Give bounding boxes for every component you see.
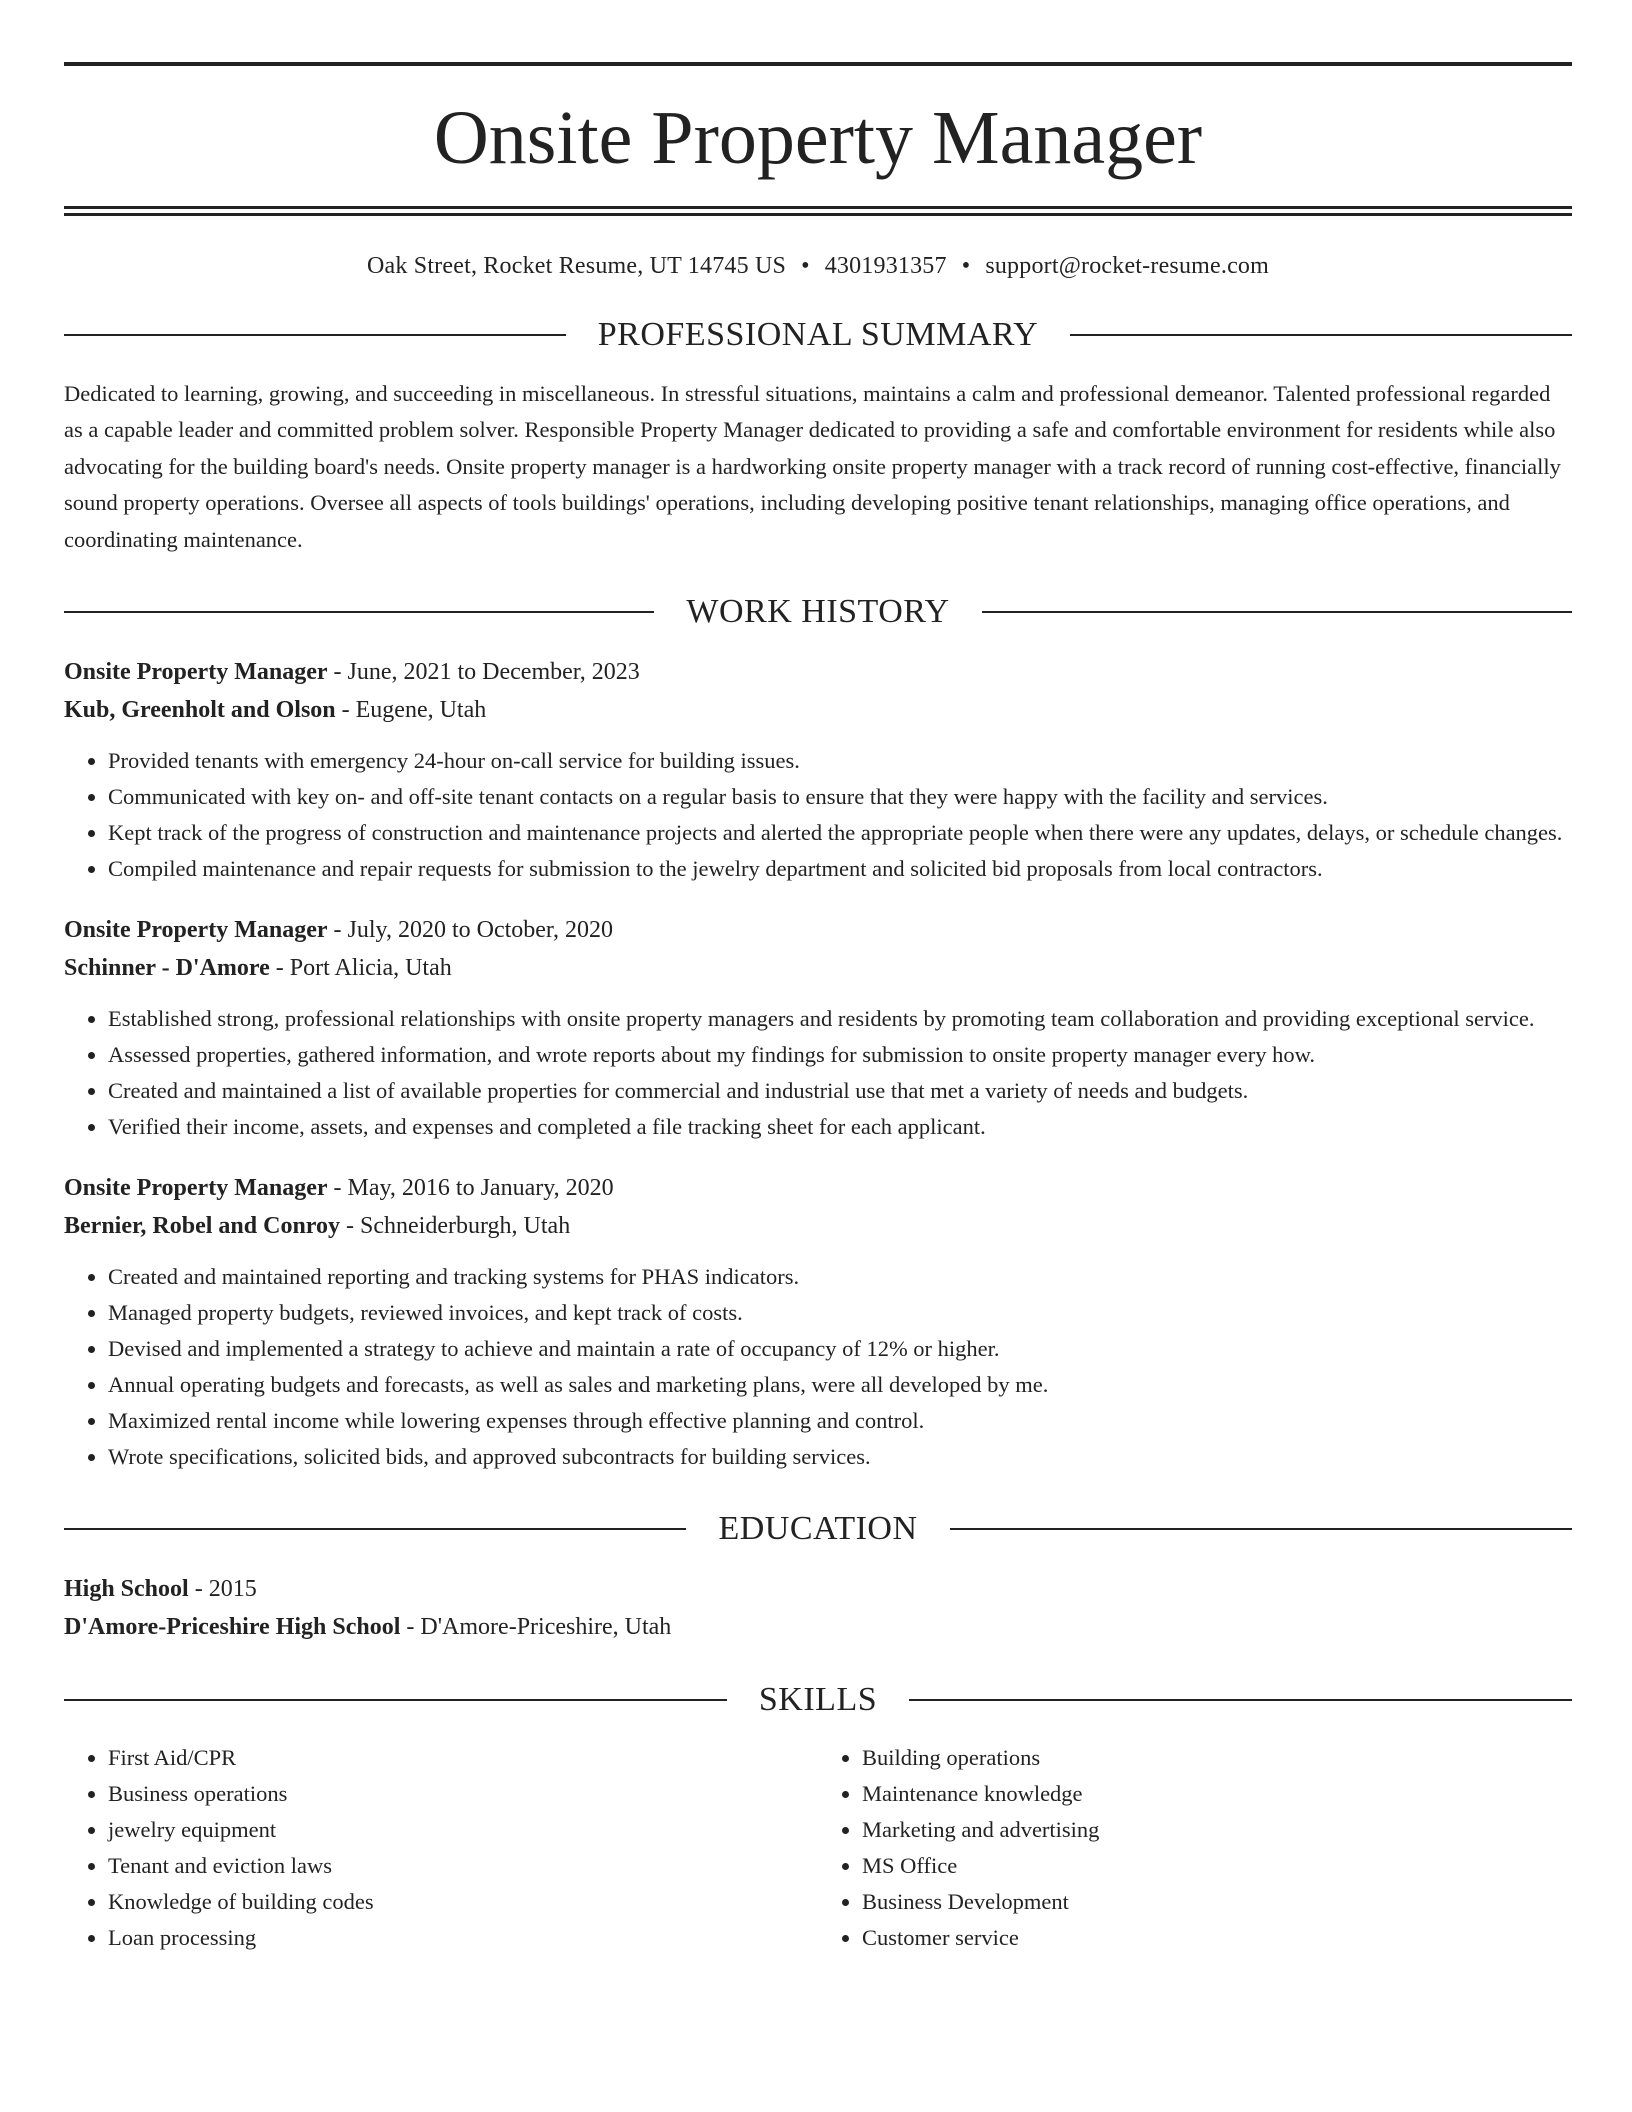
skill-item: • Marketing and advertising [862, 1812, 1572, 1848]
contact-line [64, 252, 1572, 281]
skill-item: • Maintenance knowledge [862, 1776, 1572, 1812]
heading-rule-right [909, 1699, 1572, 1701]
job-bullet: • Devised and implemented a strategy to achieve and maintain a rate of occupancy of 12% or higher. [108, 1331, 1572, 1367]
education-school: D'Amore-Priceshire High School [64, 1613, 401, 1640]
skill-item: • Loan processing [108, 1920, 818, 1956]
heading-rule-left [64, 1528, 686, 1530]
job-dates: - July, 2020 to October, 2020 [327, 916, 613, 943]
heading-rule-left [64, 334, 566, 336]
job-bullet: • Assessed properties, gathered information, and wrote reports about my findings for submission to onsite property manager every how. [108, 1037, 1572, 1073]
work-title: WORK HISTORY [686, 593, 950, 631]
contact-address: Oak Street, Rocket Resume, UT 14745 US [366, 253, 787, 279]
top-rule [64, 62, 1572, 66]
summary-title: PROFESSIONAL SUMMARY [597, 315, 1039, 353]
job-entry [64, 1169, 1572, 1475]
job-company-line [64, 691, 1572, 729]
education-school-line [64, 1608, 1572, 1646]
job-entry [64, 911, 1572, 1145]
skills-grid [64, 1740, 1572, 1956]
skills-column-left [64, 1740, 818, 1956]
job-bullet: • Managed property budgets, reviewed invoices, and kept track of costs. [108, 1295, 1572, 1331]
skill-item: • MS Office [862, 1848, 1572, 1884]
job-dates: - June, 2021 to December, 2023 [327, 658, 640, 685]
double-rule [64, 206, 1572, 216]
resume-page [64, 62, 1572, 1956]
job-bullets [64, 743, 1572, 887]
education-degree: High School [64, 1575, 189, 1602]
job-role: Onsite Property Manager [64, 916, 328, 943]
heading-rule-right [982, 611, 1572, 613]
job-role: Onsite Property Manager [64, 1174, 328, 1201]
job-location: - Schneiderburgh, Utah [340, 1212, 571, 1239]
job-bullet: • Compiled maintenance and repair requests for submission to the jewelry department and solicited bid proposals from local contractors. [108, 851, 1572, 887]
bullet-separator: • [801, 253, 810, 279]
job-role-line [64, 911, 1572, 949]
skills-title: SKILLS [758, 1680, 878, 1718]
job-entry [64, 653, 1572, 887]
skill-item: • First Aid/CPR [108, 1740, 818, 1776]
education-degree-line [64, 1570, 1572, 1608]
job-role-line [64, 653, 1572, 691]
job-company: Bernier, Robel and Conroy [64, 1212, 341, 1239]
job-bullet: • Created and maintained a list of available properties for commercial and industrial use that met a variety of needs and budgets. [108, 1073, 1572, 1109]
job-bullet: • Wrote specifications, solicited bids, and approved subcontracts for building services. [108, 1439, 1572, 1475]
summary-heading [64, 315, 1572, 356]
job-company: Kub, Greenholt and Olson [64, 696, 336, 723]
job-bullet: • Kept track of the progress of construction and maintenance projects and alerted the appropriate people when there were any updates, delays, or schedule changes. [108, 815, 1572, 851]
job-bullets [64, 1001, 1572, 1145]
heading-rule-right [950, 1528, 1572, 1530]
job-location: - Port Alicia, Utah [269, 954, 452, 981]
contact-phone: 4301931357 [824, 253, 947, 279]
skills-heading [64, 1680, 1572, 1721]
education-location: - D'Amore-Priceshire, Utah [400, 1613, 672, 1640]
skill-item: • Building operations [862, 1740, 1572, 1776]
skill-item: • Business Development [862, 1884, 1572, 1920]
summary-text: Dedicated to learning, growing, and succeeding in miscellaneous. In stressful situations, maintains a calm and professional demeanor. Talented professional regarded as a capable leader and committed problem solver. Responsible Property Manager dedicated to providing a safe and comfortable environment for residents while also advocating for the building board's needs. Onsite property manager is a hardworking onsite property manager with a track record of running cost-effective, financially sound property operations. Oversee all aspects of tools buildings' operations, including developing positive tenant relationships, managing office operations, and coordinating maintenance. [64, 380, 1561, 552]
job-dates: - May, 2016 to January, 2020 [327, 1174, 614, 1201]
skill-item: • Business operations [108, 1776, 818, 1812]
job-company-line [64, 1207, 1572, 1245]
skill-item: • Customer service [862, 1920, 1572, 1956]
job-role-line [64, 1169, 1572, 1207]
job-bullet: • Maximized rental income while lowering expenses through effective planning and control. [108, 1403, 1572, 1439]
candidate-name: Onsite Property Manager [433, 96, 1203, 180]
job-company-line [64, 949, 1572, 987]
education-heading [64, 1509, 1572, 1550]
job-bullet: • Verified their income, assets, and expenses and completed a file tracking sheet for each applicant. [108, 1109, 1572, 1145]
job-location: - Eugene, Utah [335, 696, 487, 723]
skills-column-right [818, 1740, 1572, 1956]
work-heading [64, 592, 1572, 633]
heading-rule-right [1070, 334, 1572, 336]
job-bullet: • Communicated with key on- and off-site tenant contacts on a regular basis to ensure that they were happy with the facility and services. [108, 779, 1572, 815]
job-bullets [64, 1259, 1572, 1475]
skill-item: • Tenant and eviction laws [108, 1848, 818, 1884]
skill-item: • jewelry equipment [108, 1812, 818, 1848]
job-role: Onsite Property Manager [64, 658, 328, 685]
job-bullet: • Provided tenants with emergency 24-hour on-call service for building issues. [108, 743, 1572, 779]
education-year: - 2015 [188, 1575, 257, 1602]
job-bullet: • Created and maintained reporting and tracking systems for PHAS indicators. [108, 1259, 1572, 1295]
bullet-separator: • [961, 253, 971, 279]
job-company: Schinner - D'Amore [64, 954, 270, 981]
job-bullet: • Annual operating budgets and forecasts, as well as sales and marketing plans, were all developed by me. [108, 1367, 1572, 1403]
education-title: EDUCATION [718, 1509, 918, 1547]
heading-rule-left [64, 611, 654, 613]
job-bullet: • Established strong, professional relationships with onsite property managers and residents by promoting team collaboration and providing exceptional service. [108, 1001, 1572, 1037]
skill-item: • Knowledge of building codes [108, 1884, 818, 1920]
heading-rule-left [64, 1699, 727, 1701]
contact-email: support@rocket-resume.com [985, 253, 1269, 279]
